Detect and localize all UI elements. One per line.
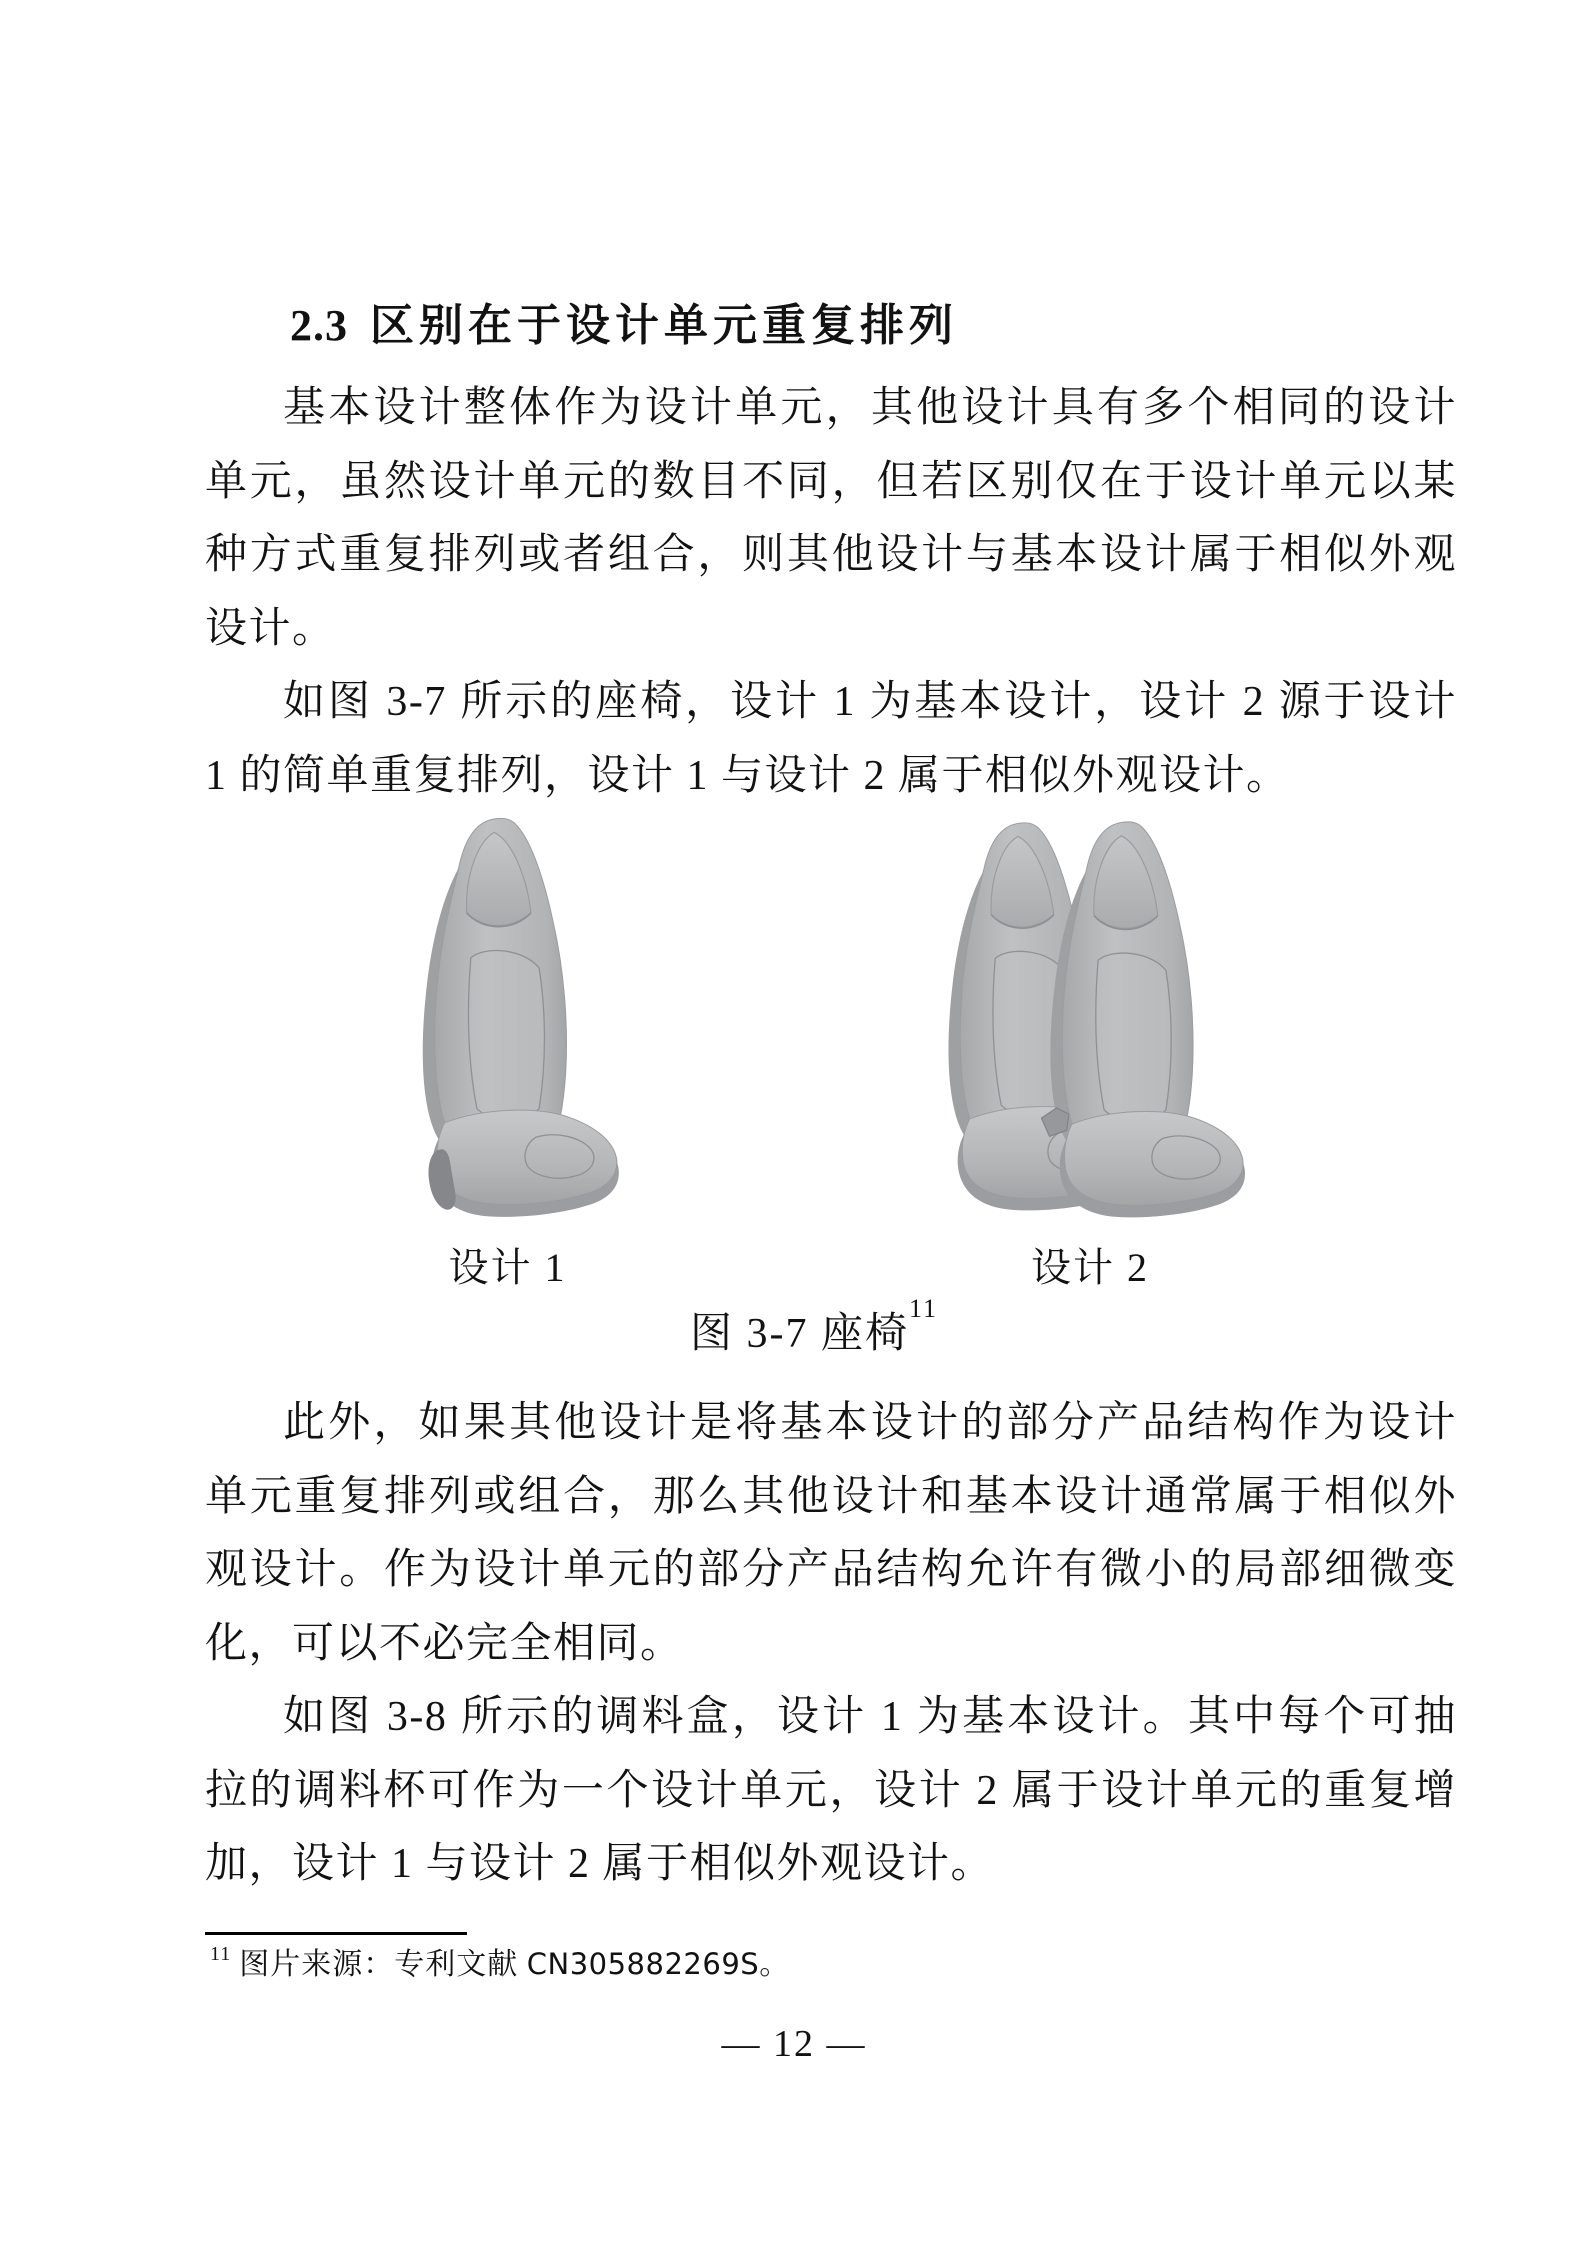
text-line: 拉的调料杯可作为一个设计单元，设计 2 属于设计单元的重复增: [205, 1767, 1457, 1814]
text-line: 设计。: [205, 605, 336, 652]
footnote-ref: 11: [210, 1943, 232, 1965]
text-line: 加，设计 1 与设计 2 属于相似外观设计。: [205, 1841, 995, 1887]
figure-caption-text: 图 3-7 座椅: [689, 1311, 909, 1357]
text-line: 1 的简单重复排列，设计 1 与设计 2 属于相似外观设计。: [205, 752, 1290, 799]
text-line: 种方式重复排列或者组合，则其他设计与基本设计属于相似外观: [205, 532, 1457, 578]
footnote-text: 图片来源：专利文献: [239, 1948, 527, 1981]
seat-illustration-design-2: [918, 813, 1262, 1233]
footnote-patent-id: CN305882269S: [526, 1947, 760, 1981]
figure-caption: [0, 1294, 1588, 1360]
body-text-lower: [205, 1387, 1457, 1902]
paragraph: [205, 1387, 1457, 1681]
paragraph: [205, 1681, 1457, 1902]
text-line: 如图 3-8 所示的调料盒，设计 1 为基本设计。其中每个可抽: [283, 1694, 1457, 1740]
text-line: 单元，虽然设计单元的数目不同，但若区别仅在于设计单元以某: [205, 458, 1457, 505]
section-number: 2.3: [290, 301, 348, 350]
text-line: 如图 3-7 所示的座椅，设计 1 为基本设计，设计 2 源于设计: [283, 679, 1457, 725]
text-line: 单元重复排列或组合，那么其他设计和基本设计通常属于相似外: [205, 1473, 1457, 1520]
design-2-label: 设计 2: [1031, 1245, 1149, 1290]
paragraph: [205, 372, 1457, 666]
text-line: 此外，如果其他设计是将基本设计的部分产品结构作为设计: [283, 1400, 1457, 1446]
figure-footnote-ref: 11: [908, 1294, 939, 1323]
section-heading: [290, 300, 958, 352]
text-line: 观设计。作为设计单元的部分产品结构允许有微小的局部细微变: [205, 1547, 1457, 1593]
section-title: 区别在于设计单元重复排列: [370, 301, 958, 350]
page-number: — 12 —: [721, 2023, 867, 2065]
text-line: 化，可以不必完全相同。: [205, 1620, 684, 1667]
footnote-separator: [205, 1932, 467, 1935]
seat-illustration-design-1: [385, 813, 630, 1231]
body-text-upper: [205, 372, 1457, 813]
text-line: 基本设计整体作为设计单元，其他设计具有多个相同的设计: [283, 385, 1457, 431]
footnote: [210, 1942, 790, 1987]
design-1-label: 设计 1: [448, 1245, 567, 1290]
footnote-period: 。: [759, 1948, 791, 1981]
paragraph: [205, 666, 1457, 813]
